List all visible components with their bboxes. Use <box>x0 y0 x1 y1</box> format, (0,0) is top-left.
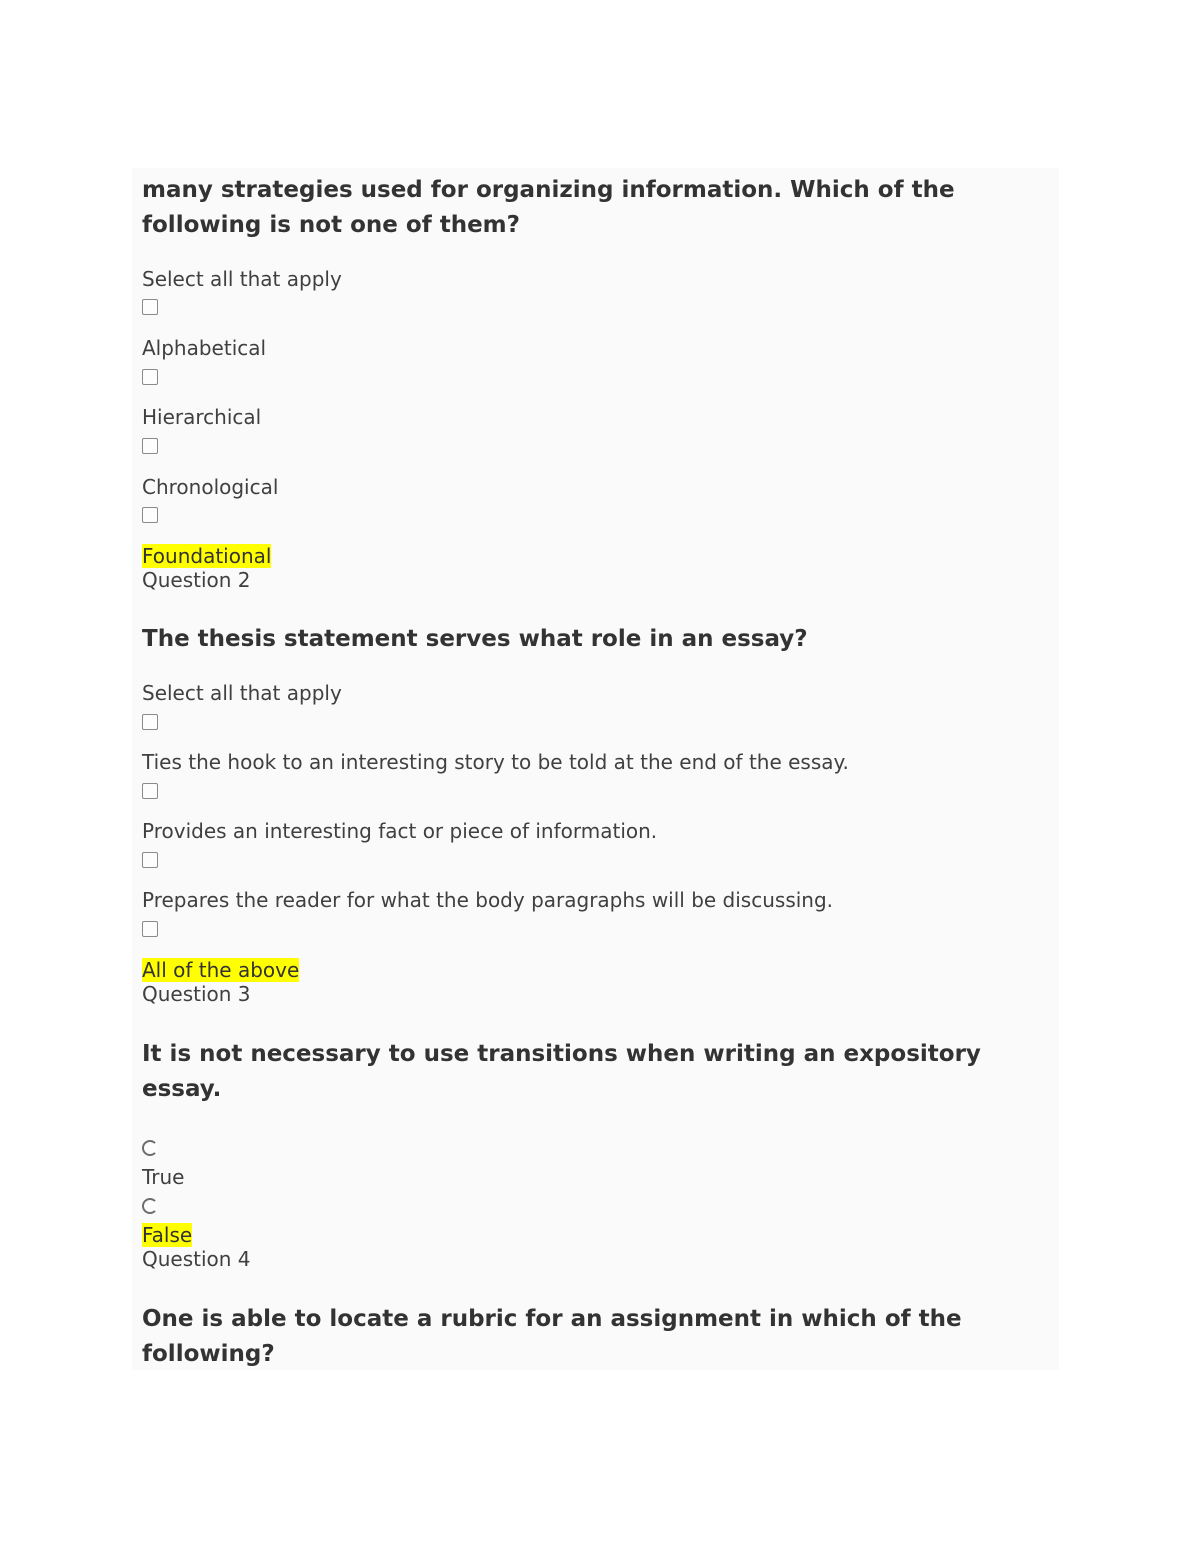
q1-option-2-checkbox[interactable] <box>142 369 158 385</box>
highlighted-answer: Foundational <box>142 544 272 568</box>
q1-option-3-label: Chronological <box>142 475 279 499</box>
quiz-content <box>132 168 1059 1370</box>
question-4-text-line-2: following? <box>142 1341 275 1367</box>
q2-option-2-label: Provides an interesting fact or piece of information. <box>142 819 658 843</box>
question-2-text: The thesis statement serves what role in an essay? <box>142 626 808 652</box>
q1-option-4-checkbox[interactable] <box>142 507 158 523</box>
q1-option-4-label <box>142 544 271 568</box>
question-4-text-line-1: One is able to locate a rubric for an assignment in which of the <box>142 1306 962 1332</box>
q3-option-1-label: True <box>142 1165 185 1189</box>
question-3-label: Question 3 <box>142 982 251 1006</box>
q2-option-3-checkbox[interactable] <box>142 852 158 868</box>
q2-option-4-checkbox[interactable] <box>142 921 158 937</box>
question-4-label: Question 4 <box>142 1247 251 1271</box>
q1-option-1-checkbox[interactable] <box>142 299 158 315</box>
q3-option-1-radio[interactable] <box>142 1140 158 1156</box>
question-1-instruction: Select all that apply <box>142 267 342 291</box>
question-3-text-line-1: It is not necessary to use transitions when writing an expository <box>142 1041 981 1067</box>
q2-option-4-label <box>142 958 299 982</box>
question-1-text-line-1: many strategies used for organizing information. Which of the <box>142 177 955 203</box>
q2-option-2-checkbox[interactable] <box>142 783 158 799</box>
q2-option-3-label: Prepares the reader for what the body paragraphs will be discussing. <box>142 888 834 912</box>
question-1-text-line-2: following is not one of them? <box>142 212 520 238</box>
question-2-label: Question 2 <box>142 568 251 592</box>
q2-option-1-checkbox[interactable] <box>142 714 158 730</box>
highlighted-answer: False <box>142 1223 193 1247</box>
question-2-instruction: Select all that apply <box>142 681 342 705</box>
q1-option-1-label: Alphabetical <box>142 336 267 360</box>
q3-option-2-radio[interactable] <box>142 1198 158 1214</box>
q3-option-2-label <box>142 1223 192 1247</box>
q2-option-1-label: Ties the hook to an interesting story to be told at the end of the essay. <box>142 750 849 774</box>
q1-option-3-checkbox[interactable] <box>142 438 158 454</box>
q1-option-2-label: Hierarchical <box>142 405 262 429</box>
highlighted-answer: All of the above <box>142 958 300 982</box>
question-3-text-line-2: essay. <box>142 1076 222 1102</box>
